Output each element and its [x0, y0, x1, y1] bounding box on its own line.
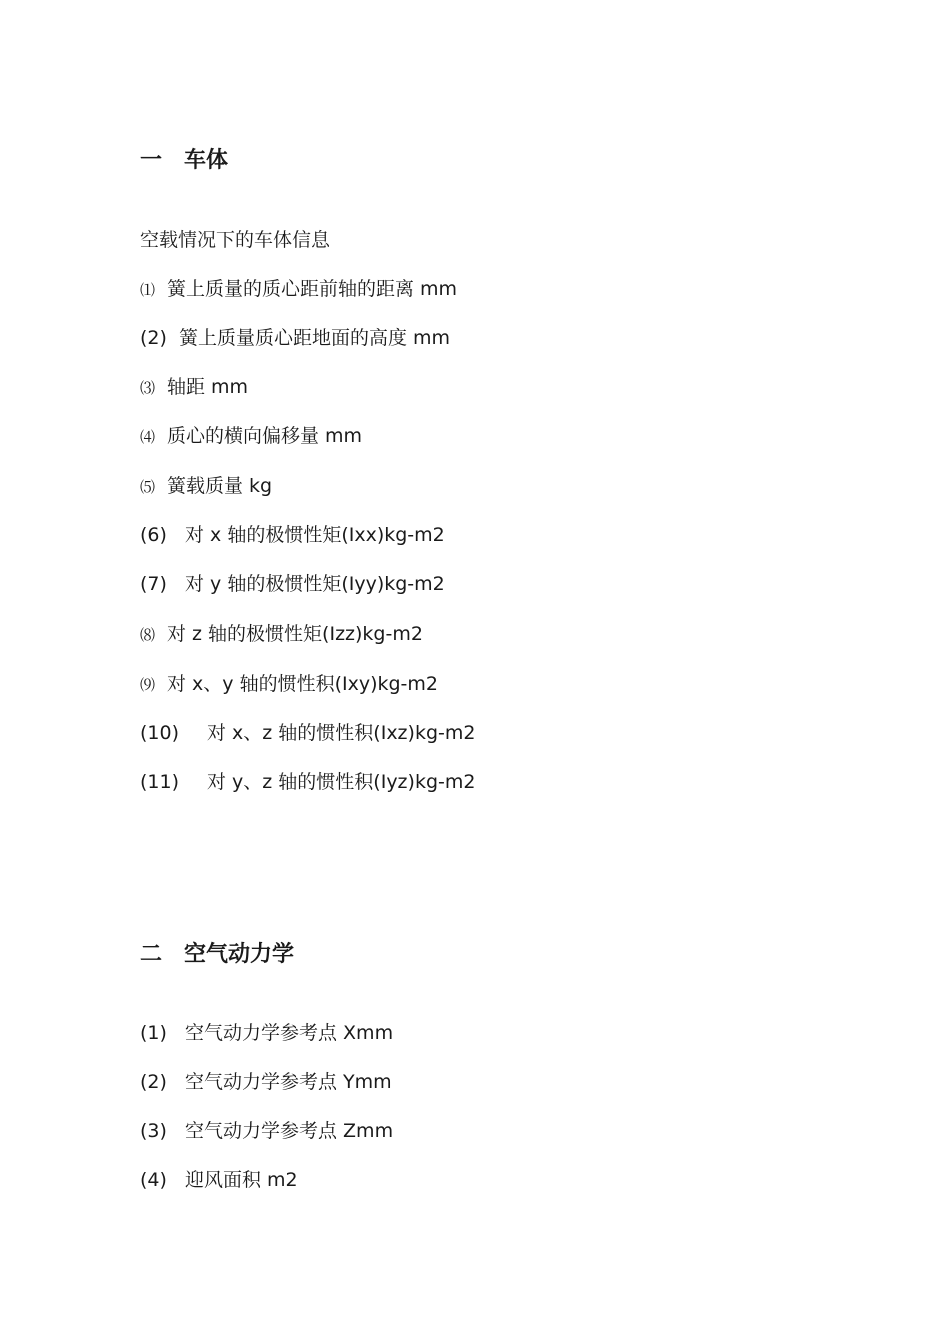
item-text: 空气动力学参考点 Ymm	[185, 1071, 392, 1093]
item-marker: (1)	[140, 1022, 167, 1044]
item-marker: ⑴	[140, 281, 156, 299]
item-text: 对 x、z 轴的惯性积(Ixz)kg-m2	[207, 722, 476, 744]
item-text: 对 x 轴的极惯性矩(Ixx)kg-m2	[185, 524, 445, 546]
item-text: 迎风面积 m2	[185, 1169, 298, 1191]
section-1-item-9	[140, 670, 438, 699]
section-1-item-1	[140, 275, 457, 304]
item-text: 对 y、z 轴的惯性积(Iyz)kg-m2	[207, 771, 476, 793]
section-2-number: 二	[140, 942, 163, 967]
item-text: 对 z 轴的极惯性矩(Izz)kg-m2	[167, 623, 423, 645]
section-2-item-4	[140, 1166, 298, 1194]
item-text: 轴距 mm	[167, 376, 249, 398]
item-marker: (6)	[140, 524, 167, 546]
section-1-title: 车体	[184, 148, 229, 173]
item-marker: ⑶	[140, 379, 156, 397]
section-1-number: 一	[140, 148, 163, 173]
item-text: 空气动力学参考点 Zmm	[185, 1120, 394, 1142]
section-1-item-10	[140, 719, 475, 747]
section-1-item-6	[140, 521, 445, 549]
section-2-item-1	[140, 1019, 393, 1047]
item-text: 簧上质量的质心距前轴的距离 mm	[167, 278, 458, 300]
item-text: 簧载质量 kg	[167, 475, 273, 497]
section-1-item-3	[140, 373, 248, 402]
section-1-item-8	[140, 620, 423, 649]
item-marker: ⑸	[140, 478, 156, 496]
section-1-intro: 空载情况下的车体信息	[140, 229, 331, 251]
section-1-item-7	[140, 570, 445, 598]
section-1-item-4	[140, 422, 362, 451]
section-1-heading	[140, 146, 228, 176]
item-marker: (3)	[140, 1120, 167, 1142]
section-1-item-5	[140, 472, 272, 501]
item-marker: ⑻	[140, 626, 156, 644]
section-1-item-11	[140, 768, 475, 796]
section-2-item-3	[140, 1117, 393, 1145]
section-1-item-2	[140, 324, 450, 352]
item-marker: (2)	[140, 1071, 167, 1093]
item-marker: ⑷	[140, 428, 156, 446]
item-marker: (11)	[140, 771, 180, 793]
item-marker: (7)	[140, 573, 167, 595]
section-2-item-2	[140, 1068, 392, 1096]
item-marker: ⑼	[140, 676, 156, 694]
item-text: 对 x、y 轴的惯性积(Ixy)kg-m2	[167, 673, 439, 695]
item-marker: (10)	[140, 722, 180, 744]
item-marker: (2)	[140, 327, 167, 349]
item-marker: (4)	[140, 1169, 167, 1191]
item-text: 质心的横向偏移量 mm	[167, 425, 363, 447]
item-text: 对 y 轴的极惯性矩(Iyy)kg-m2	[185, 573, 445, 595]
item-text: 空气动力学参考点 Xmm	[185, 1022, 394, 1044]
section-2-heading	[140, 940, 294, 970]
section-2-title: 空气动力学	[184, 942, 295, 967]
item-text: 簧上质量质心距地面的高度 mm	[179, 327, 451, 349]
